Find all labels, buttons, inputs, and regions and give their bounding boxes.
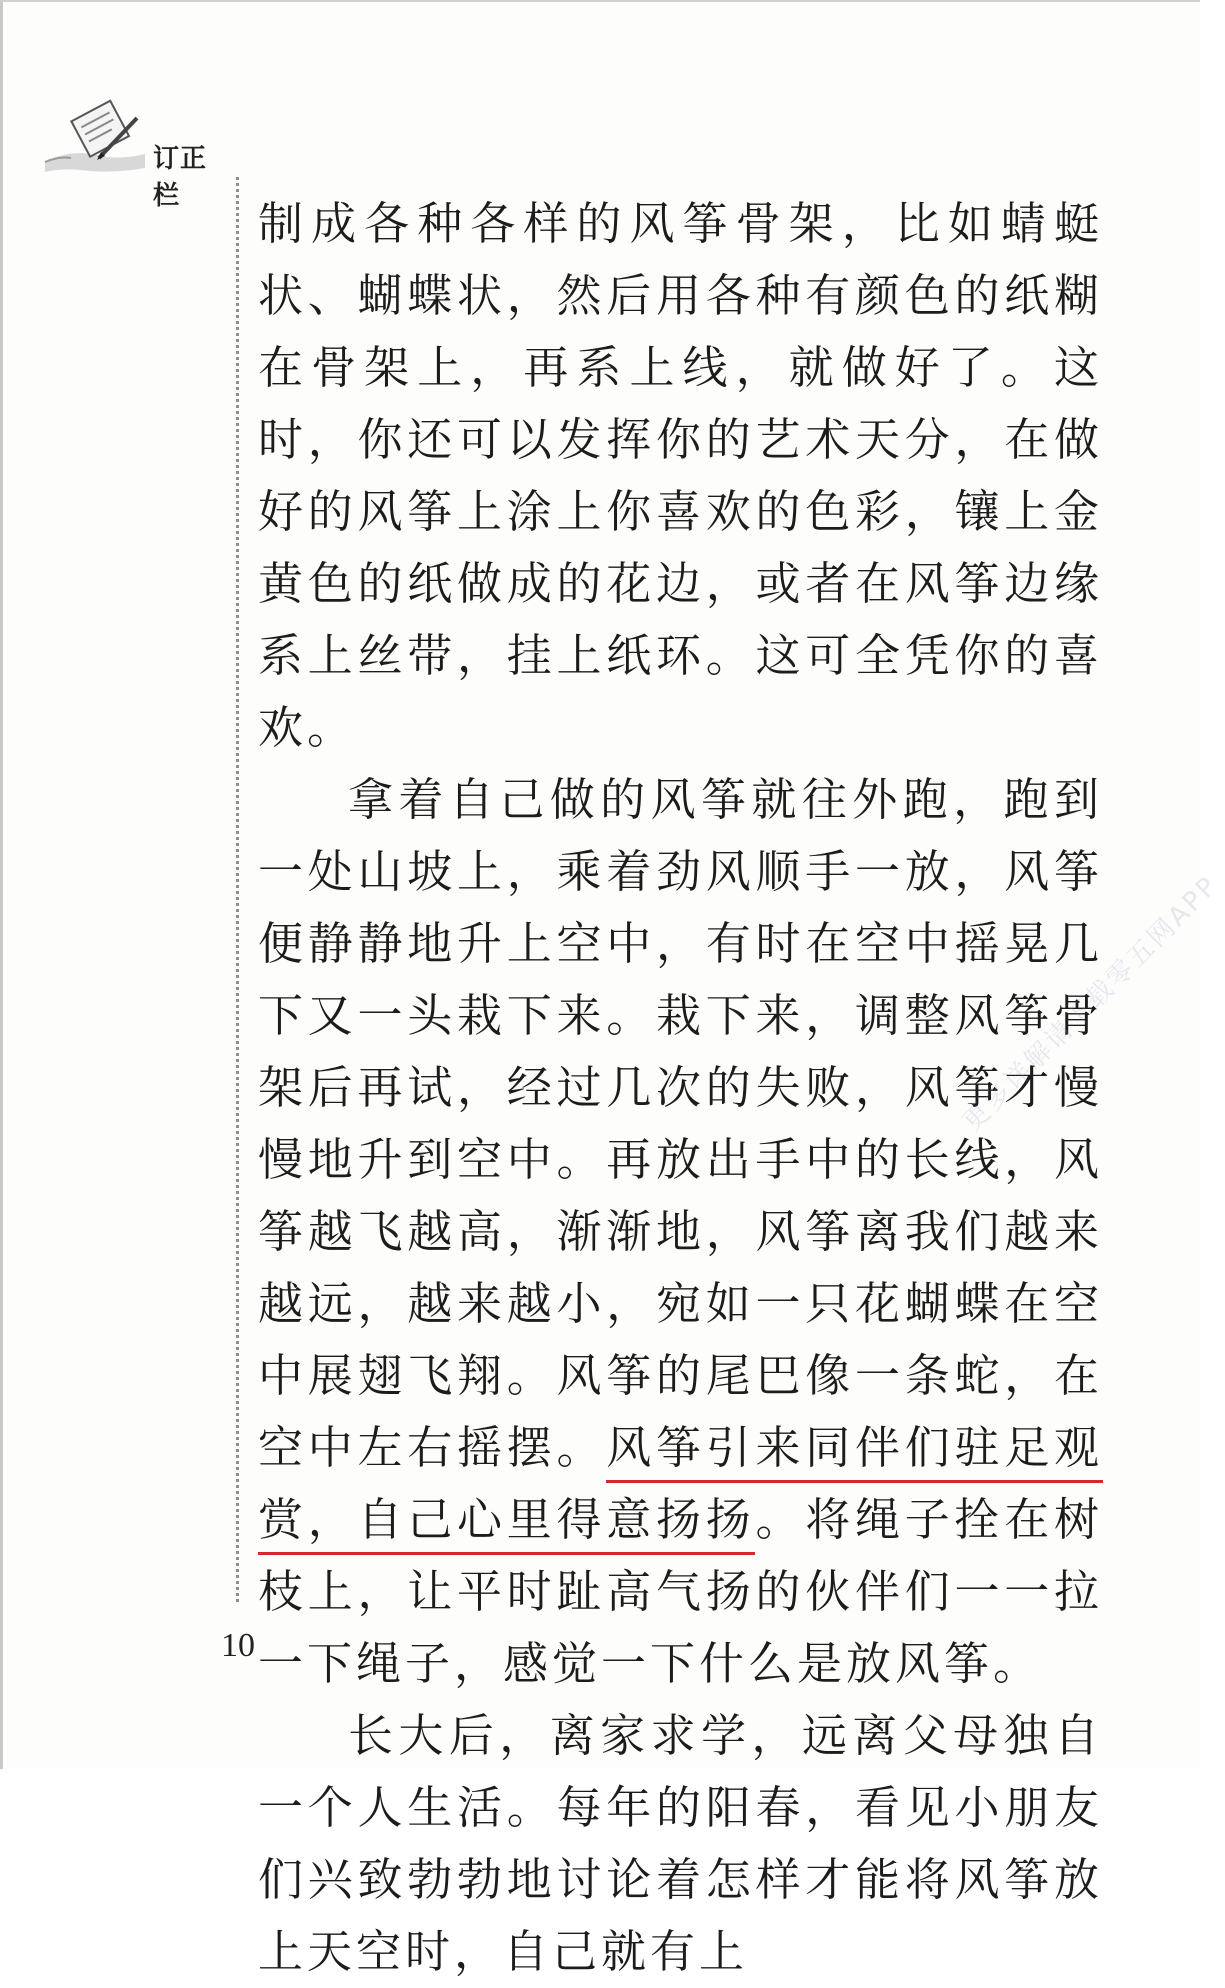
paragraph — [258, 764, 1103, 1700]
text-segment: 长大后，离家求学，远离父母独自一个人生活。每年的阳春，看见小朋友们兴致勃勃地讨论着怎样才能将风筝放上天空时，自己就有上 — [258, 1709, 1103, 1978]
red-underlined-sentence: 风筝引来同伴们驻足观赏，自己心里得意扬扬 — [258, 1421, 1103, 1555]
watermark: 更多详解请下载零五网APP — [957, 870, 1225, 1138]
text-segment: 。将绳子拴在树枝上，让平时趾高气扬的伙伴们一一拉一下绳子，感觉一下什么是放风筝。 — [258, 1493, 1103, 1690]
paragraph — [258, 188, 1103, 764]
page-number: 10 — [221, 1627, 255, 1664]
correction-column-title: 订正栏 — [153, 144, 208, 211]
text-segment: 制成各种各样的风筝骨架，比如蜻蜓状、蝴蝶状，然后用各种有颜色的纸糊在骨架上，再系上线，就做好了。这时，你还可以发挥你的艺术天分，在做好的风筝上涂上你喜欢的色彩，镶上金黄色的纸做成的花边，或者在风筝边缘系上丝带，挂上纸环。这可全凭你的喜欢。 — [258, 197, 1103, 754]
text-segment: 拿着自己做的风筝就往外跑，跑到一处山坡上，乘着劲风顺手一放，风筝便静静地升上空中，有时在空中摇晃几下又一头栽下来。栽下来，调整风筝骨架后再试，经过几次的失败，风筝才慢慢地升到空中。再放出手中的长线，风筝越飞越高，渐渐地，风筝离我们越来越远，越来越小，宛如一只花蝴蝶在空中展翅飞翔。风筝的尾巴像一条蛇，在空中左右摇摆。 — [258, 773, 1103, 1474]
dotted-margin-divider — [236, 177, 239, 1602]
correction-column-header — [41, 98, 231, 211]
pen-paper-icon — [41, 98, 151, 176]
paragraph — [258, 1700, 1103, 1988]
